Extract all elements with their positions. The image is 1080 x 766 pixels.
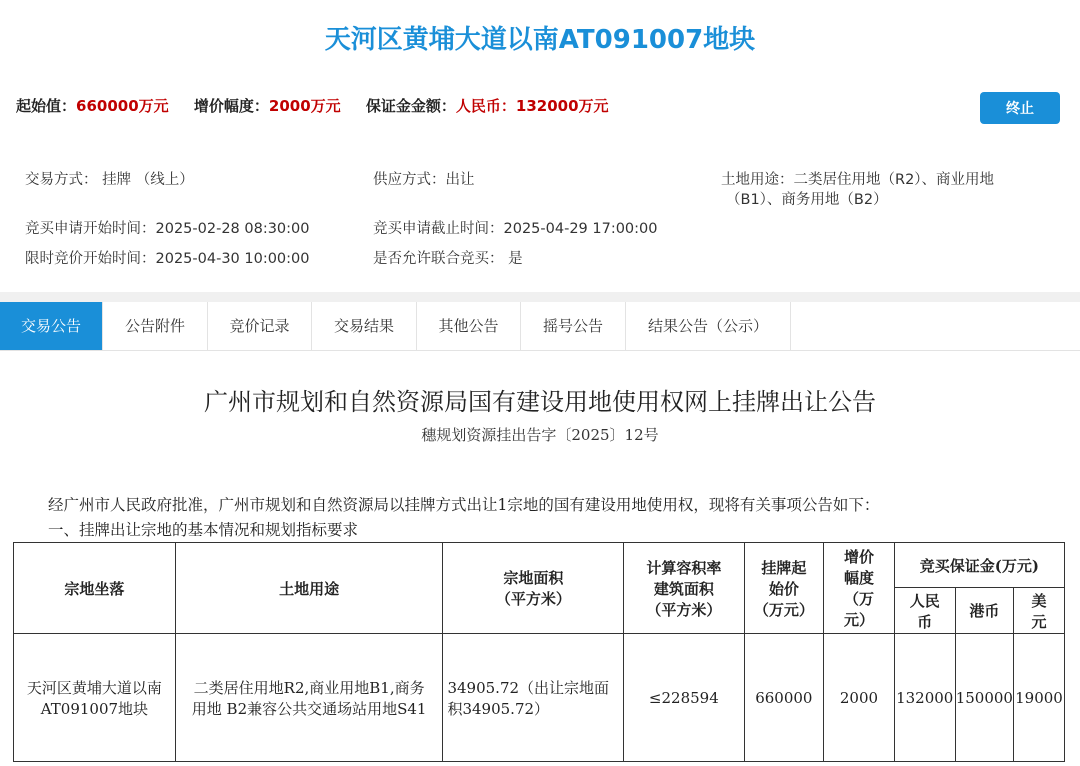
cell-deposit-usd: 19000 [1013, 634, 1064, 762]
document-number: 穗规划资源挂出告字〔2025〕12号 [421, 426, 659, 444]
tab-result-publicity[interactable]: 结果公告（公示） [626, 302, 791, 350]
tab-bid-records[interactable]: 竞价记录 [208, 302, 312, 350]
cell-floor-area: ≤228594 [624, 634, 744, 762]
tab-lottery-notice[interactable]: 摇号公告 [521, 302, 626, 350]
header-land-use: 土地用途 [175, 543, 443, 634]
deposit-value: 人民币：132000万元 [455, 97, 609, 115]
start-price-value: 660000万元 [76, 97, 169, 115]
bid-start-time: 限时竞价开始时间：2025-04-30 10:00:00 [25, 251, 310, 267]
document-title: 广州市规划和自然资源局国有建设用地使用权网上挂牌出让公告 [204, 388, 876, 416]
header-hkd: 港币 [955, 588, 1013, 634]
section-heading: 一、挂牌出让宗地的基本情况和规划指标要求 [48, 521, 359, 539]
apply-end-time: 竞买申请截止时间：2025-04-29 17:00:00 [373, 221, 658, 237]
increment-value: 2000万元 [268, 97, 341, 115]
price-bar [0, 80, 1080, 136]
header-increment: 增价 幅度 （万 元） [824, 543, 895, 634]
deposit-label: 保证金金额： [365, 97, 456, 115]
intro-paragraph: 经广州市人民政府批准，广州市规划和自然资源局以挂牌方式出让1宗地的国有建设用地使用权，现将有关事项公告如下： [48, 496, 880, 514]
header-usd: 美 元 [1013, 588, 1064, 634]
tab-trade-results[interactable]: 交易结果 [312, 302, 417, 350]
section-divider [0, 292, 1080, 302]
trade-mode: 交易方式： 挂牌 （线上） [25, 172, 194, 188]
stop-button[interactable]: 终止 [980, 92, 1060, 124]
land-info-table [13, 542, 1065, 762]
cell-start-price: 660000 [744, 634, 824, 762]
cell-deposit-hkd: 150000 [955, 634, 1013, 762]
cell-deposit-rmb: 132000 [894, 634, 955, 762]
tab-notice-attachments[interactable]: 公告附件 [103, 302, 208, 350]
table-row [14, 634, 1065, 762]
cell-increment: 2000 [824, 634, 895, 762]
apply-start-time: 竞买申请开始时间：2025-02-28 08:30:00 [25, 221, 310, 237]
land-use-line2: （B1）、商务用地（B2） [726, 192, 888, 208]
tab-other-notices[interactable]: 其他公告 [417, 302, 521, 350]
start-price-label: 起始值： [16, 97, 77, 115]
cell-area: 34905.72（出让宗地面 积34905.72） [443, 634, 624, 762]
cell-location: 天河区黄埔大道以南 AT091007地块 [14, 634, 176, 762]
header-floor-area: 计算容积率 建筑面积 （平方米） [624, 543, 744, 634]
increment-label: 增价幅度： [193, 97, 269, 115]
tab-bar [0, 302, 1080, 351]
header-start-price: 挂牌起 始价 （万元） [744, 543, 824, 634]
header-location: 宗地坐落 [14, 543, 176, 634]
land-use-line1: 土地用途：二类居住用地（R2）、商业用地 [721, 172, 995, 188]
header-area: 宗地面积 （平方米） [443, 543, 624, 634]
joint-bid: 是否允许联合竞买： 是 [373, 251, 523, 267]
tab-trade-notice[interactable]: 交易公告 [0, 302, 103, 350]
header-rmb: 人民 币 [894, 588, 955, 634]
supply-mode: 供应方式：出让 [373, 172, 475, 188]
page-title: 天河区黄埔大道以南AT091007地块 [324, 25, 756, 55]
trade-info-panel [0, 150, 1080, 292]
cell-land-use: 二类居住用地R2,商业用地B1,商务 用地 B2兼容公共交通场站用地S41 [175, 634, 443, 762]
header-deposit: 竞买保证金(万元) [894, 543, 1064, 588]
